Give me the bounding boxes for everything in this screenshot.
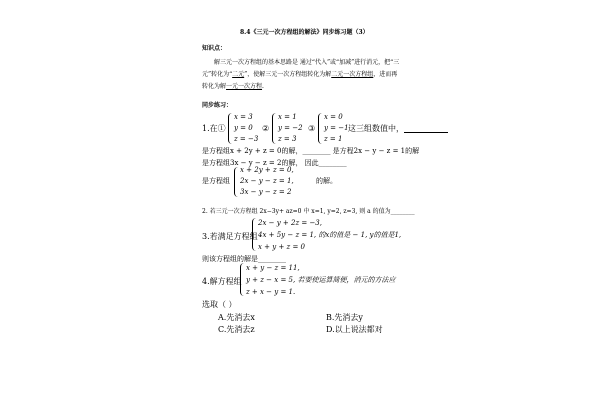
worksheet-title: 8.4《三元一次方程组的解法》同步练习题（3） — [240, 29, 369, 36]
q1-sys1-line2: y = 0 — [234, 124, 253, 132]
q1-sys4-line3: 3x − y − z = 2 — [240, 188, 292, 196]
q1-sys4-brace — [234, 167, 239, 197]
q4-option-a[interactable]: A.先消去x — [218, 313, 255, 322]
q4-choose: 选取（ ） — [202, 300, 237, 309]
knowledge-blank-erxyuan-system: 二元一次方程组 — [331, 71, 374, 78]
q1-sys4-line1: x + 2y + z = 0, — [240, 166, 294, 174]
q1-sys3-brace — [318, 113, 323, 144]
q1-sys2-brace — [272, 113, 277, 144]
q4-prefix: 4.解方程组 — [202, 277, 242, 286]
q1-mid2: ③ — [308, 124, 316, 133]
knowledge-line-2: 元”转化为“二元”，使解三元一次方程组转化为解二元一次方程组，进而再 — [202, 71, 398, 78]
q1-line-4-suffix: 的解。 — [316, 177, 337, 185]
q4-sys-line2: y + z − x = 5, 若要使运算简便，消元的方法应 — [246, 276, 396, 284]
q1-sys1-brace — [228, 113, 233, 144]
knowledge-line-1: 解三元一次方程组的基本思路是 通过“代入”或“加减”进行消元，把“三 — [214, 59, 400, 66]
q1-suffix: 这三组数值中， — [348, 125, 448, 133]
q3-sys-line3: x + y + z = 0 — [258, 243, 305, 251]
q2-text: 2. 若三元一次方程组 2x−3y+ az=0 中 x=1, y=2, z=3, 则 a 的值为________ — [202, 208, 415, 215]
q4-sys-line3: z + x − y = 1. — [246, 288, 296, 296]
q1-line-3: 是方程组3x − y − z = 2的解， 因此________ — [202, 159, 347, 167]
q4-option-c[interactable]: C.先消去z — [218, 325, 255, 334]
knowledge-heading: 知识点： — [202, 45, 227, 52]
practice-heading: 同步练习： — [202, 102, 233, 109]
q1-sys4-line2: 2x − y − z = 1, — [240, 177, 294, 185]
q1-sys2-line2: y = −2 — [278, 124, 303, 132]
q4-sys-brace — [240, 263, 245, 296]
q4-option-d[interactable]: D.以上说法都对 — [326, 325, 383, 334]
q1-mid1: ② — [262, 124, 270, 133]
q4-option-b[interactable]: B.先消去y — [326, 313, 363, 322]
q3-sys-brace — [252, 218, 257, 251]
q3-sys-line1: 2x − y + 2z = −3, — [258, 219, 322, 227]
q1-line-4-prefix: 是方程组 — [202, 177, 230, 185]
q1-prefix: 1.在① — [202, 124, 226, 133]
q3-line-2: 则该方程组的解是________ — [202, 255, 286, 263]
q3-prefix: 3.若满足方程组 — [202, 232, 258, 241]
knowledge-blank-erxyuan: 二元 — [232, 71, 245, 78]
q1-sys2-line3: z = 3 — [278, 135, 297, 143]
q1-sys2-line1: x = 1 — [278, 113, 297, 121]
knowledge-blank-yuan: 一元一次方程 — [226, 83, 263, 90]
q1-line-2: 是方程组x + 2y + z = 0的解，________ 是方程2x − y − z = 1的解 — [202, 147, 420, 155]
q1-sys3-line1: x = 0 — [324, 113, 343, 121]
q1-blank-1[interactable] — [404, 126, 448, 133]
knowledge-line-3: 转化为解一元一次方程. — [202, 83, 264, 90]
q1-sys1-line3: z = −3 — [234, 135, 259, 143]
q1-sys1-line1: x = 3 — [234, 113, 253, 121]
q1-sys3-line3: z = 1 — [324, 135, 343, 143]
q4-sys-line1: x + y − z = 11, — [246, 264, 300, 272]
q3-sys-line2: 4x + 5y − z = 1, 的x的值是 − 1, y的值是1, — [258, 231, 402, 239]
q1-sys3-line2: y = −1 — [324, 124, 349, 132]
